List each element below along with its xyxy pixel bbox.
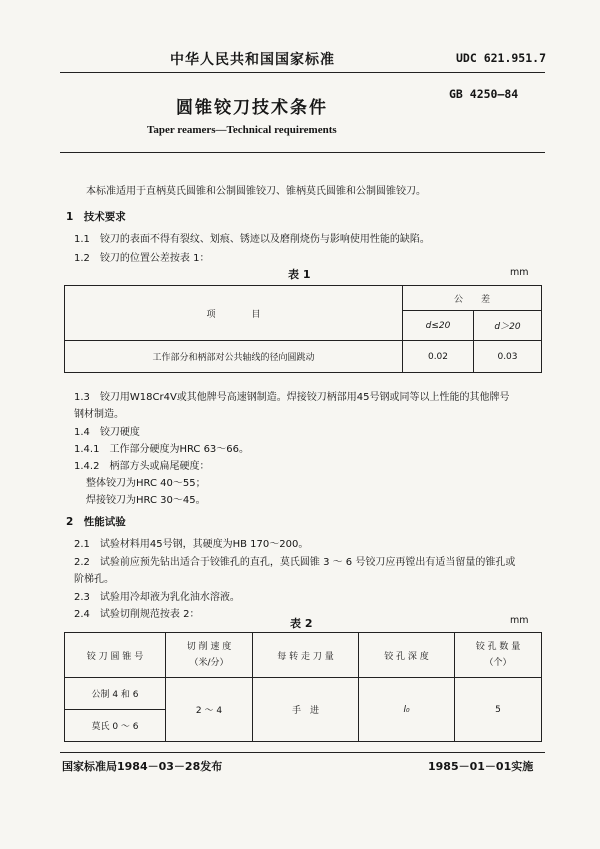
clause-1-4: 1.4 铰刀硬度 xyxy=(74,427,140,438)
table-2-count-value: 5 xyxy=(455,678,542,742)
table-2-speed-value: 2 ～ 4 xyxy=(166,678,253,742)
clause-1-2: 1.2 铰刀的位置公差按表 1： xyxy=(74,253,210,264)
table-2-row-morse: 莫氏 0 ～ 6 xyxy=(65,710,166,742)
table-2-header-count xyxy=(455,633,542,678)
table-2-header-speed-label: 切 削 速 度 xyxy=(186,642,232,652)
table-2-unit: mm xyxy=(510,615,529,626)
table-2-feed-value: 手 进 xyxy=(253,678,359,742)
document-title: 圆锥铰刀技术条件 xyxy=(176,98,328,118)
udc-code: UDC 621.951.7 xyxy=(456,51,547,65)
clause-1-4-2-welded: 焊接铰刀为HRC 30～45。 xyxy=(86,495,206,506)
table-1-header-item: 项 目 xyxy=(65,286,403,341)
issuing-body: 中华人民共和国国家标准 xyxy=(170,52,335,68)
title-rule xyxy=(60,152,545,153)
table-2-header-speed-unit: （米/分） xyxy=(189,658,229,668)
clause-1-3-line2: 钢材制造。 xyxy=(74,409,124,420)
table-1-caption: 表 1 xyxy=(288,268,311,281)
clause-1-4-2: 1.4.2 柄部方头或扁尾硬度： xyxy=(74,461,210,472)
effective-date: 1985－01－01实施 xyxy=(428,760,534,773)
table-2-header-taper: 铰 刀 圆 锥 号 xyxy=(65,633,166,678)
table-2-header-count-label: 铰 孔 数 量 xyxy=(475,642,521,652)
table-2-header-feed: 每 转 走 刀 量 xyxy=(253,633,359,678)
clause-2-3: 2.3 试验用冷却液为乳化油水溶液。 xyxy=(74,592,240,603)
clause-2-4: 2.4 试验切削规范按表 2： xyxy=(74,609,200,620)
clause-2-1: 2.1 试验材料用45号钢，其硬度为HB 170～200。 xyxy=(74,539,309,550)
table-1-row-label: 工作部分和柄部对公共轴线的径向圆跳动 xyxy=(65,341,403,373)
clause-1-4-1: 1.4.1 工作部分硬度为HRC 63～66。 xyxy=(74,444,250,455)
scope-paragraph: 本标准适用于直柄莫氏圆锥和公制圆锥铰刀、锥柄莫氏圆锥和公制圆锥铰刀。 xyxy=(86,186,426,197)
table-2-header-speed xyxy=(166,633,253,678)
gb-number: GB 4250—84 xyxy=(449,87,519,101)
table-2-depth-value: l₀ xyxy=(359,678,455,742)
issue-date: 国家标准局1984－03－28发布 xyxy=(62,760,223,773)
table-1-subheader-d-large: d＞20 xyxy=(474,311,542,341)
table-2-header-depth: 铰 孔 深 度 xyxy=(359,633,455,678)
section-2-heading: 2 性能试验 xyxy=(66,516,126,528)
table-2-row-metric: 公制 4 和 6 xyxy=(65,678,166,710)
clause-2-2-line2: 阶梯孔。 xyxy=(74,574,114,585)
table-1-header-tolerance: 公 差 xyxy=(403,286,542,311)
table-2-header-count-unit: （个） xyxy=(484,658,512,668)
clause-1-4-2-solid: 整体铰刀为HRC 40～55； xyxy=(86,478,206,489)
table-1 xyxy=(64,285,542,373)
footer-rule xyxy=(60,752,545,753)
table-2 xyxy=(64,632,542,742)
clause-2-2-line1: 2.2 试验前应预先钻出适合于铰锥孔的直孔，莫氏圆锥 3 ～ 6 号铰刀应再镗出有适当留量的锥孔或 xyxy=(74,557,516,568)
table-1-unit: mm xyxy=(510,267,529,278)
table-1-value-small: 0.02 xyxy=(403,341,474,373)
header-rule xyxy=(60,72,545,73)
clause-1-3-line1: 1.3 铰刀用W18Cr4V或其他牌号高速钢制造。焊接铰刀柄部用45号钢或同等以上性能的其他牌号 xyxy=(74,392,510,403)
table-2-caption: 表 2 xyxy=(290,617,313,630)
table-1-subheader-d-small: d≤20 xyxy=(403,311,474,341)
clause-1-1: 1.1 铰刀的表面不得有裂纹、划痕、锈迹以及磨削烧伤与影响使用性能的缺陷。 xyxy=(74,234,430,245)
section-1-heading: 1 技术要求 xyxy=(66,211,126,223)
table-1-value-large: 0.03 xyxy=(474,341,542,373)
english-title: Taper reamers—Technical requirements xyxy=(147,124,337,136)
